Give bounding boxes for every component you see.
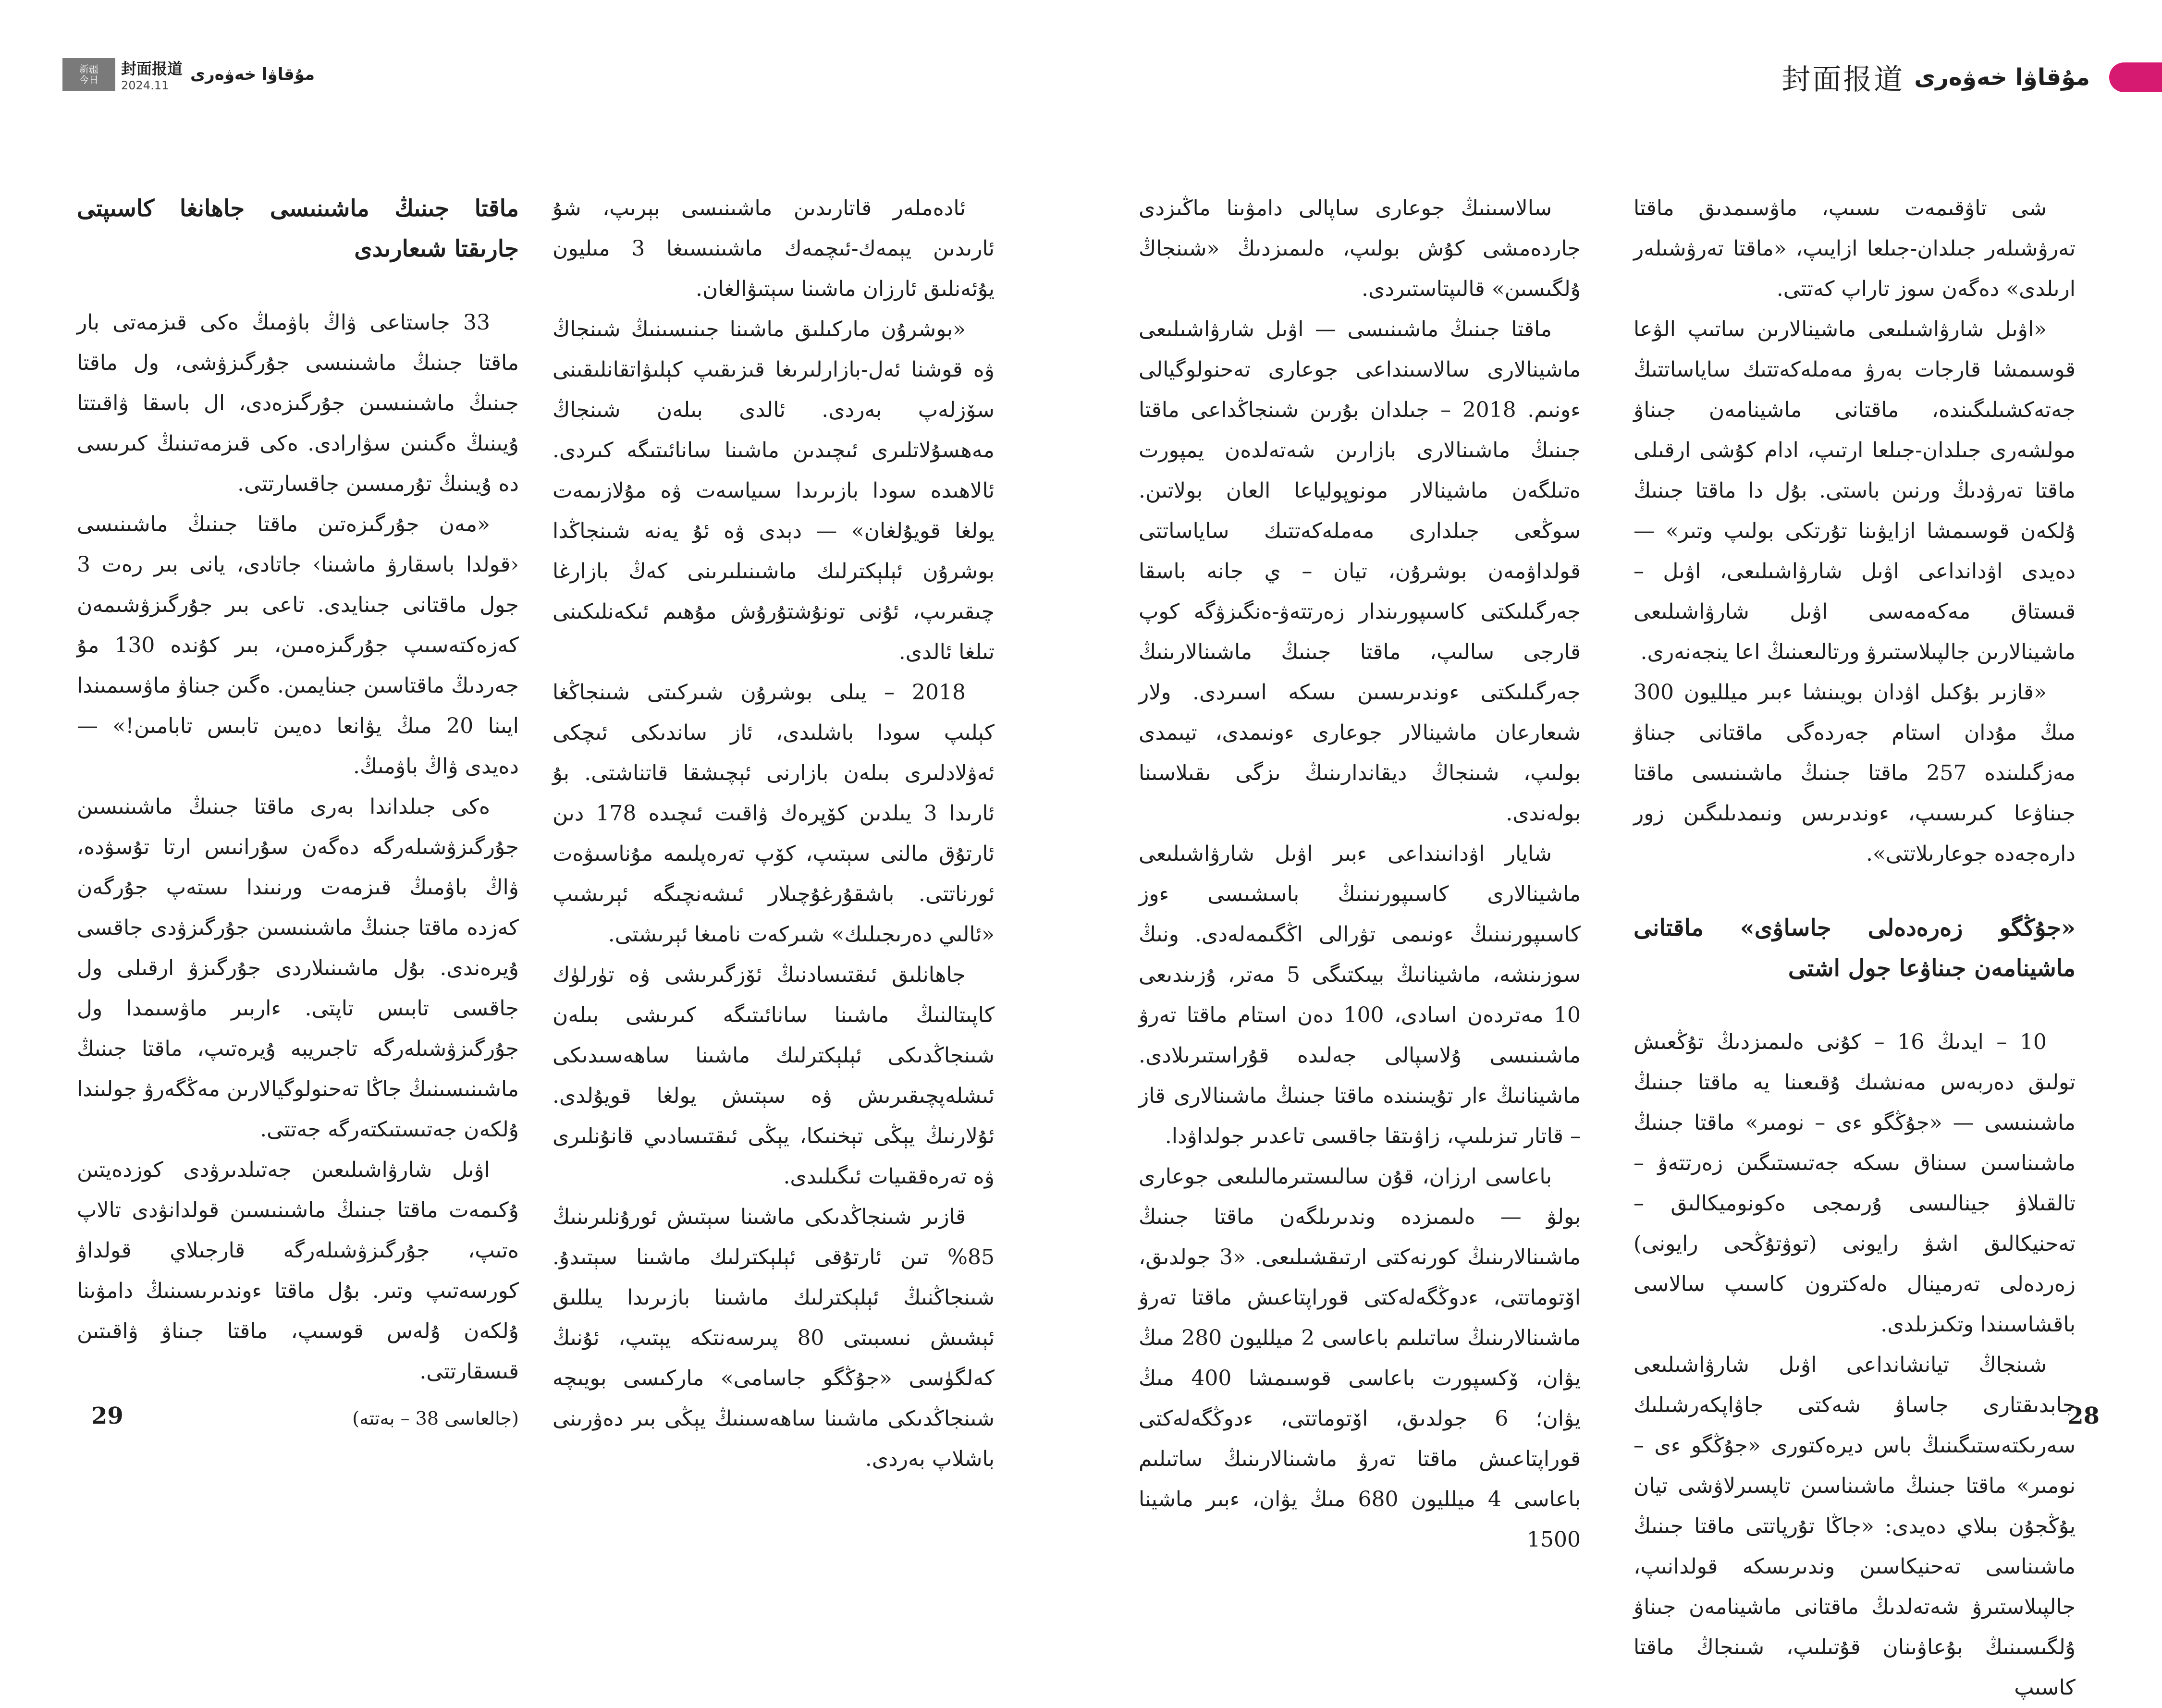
section-heading: ماقتا جىنىڭ ماشىنىسى جاھانغا كاسىپتى جارىقتا شىعارىدى <box>77 195 519 262</box>
magazine-name: 封面报道 <box>121 60 183 78</box>
right-page <box>1081 0 2162 1700</box>
right-column-2 <box>1634 188 2076 1700</box>
magazine-badge <box>62 58 115 91</box>
paragraph: ئادەملەر قاتارىدىن ماشىنىسى بېرىپ، شۇ ئارىدىن يېمەك-ئىچمەك ماشىنىسىغا 3 مىليون يۇئەنلىق ئارزان ماشىنا سېتىۋالغان. <box>553 196 995 301</box>
left-column-1 <box>553 188 995 1471</box>
paragraph: «اۋىل شارۋاشىلىعى ماشينالارىن ساتىپ الۋعا قوسىمشا قارجات بەرۋ مەملەكەتتىك ساياساتتىڭ جەتەكشىلىگىندە، ماقتانى ماشينامەن جىناۋ مولشەرى جىلدان-جىلعا ارتىپ، ادام كۇشى ارقىلى ماقتا تەرۋدىڭ ورنىن باستى. بۇل دا ماقتا جىنىڭ ۇلكەن قوسىمشا ازايۋىنا تۇرتكى بولىپ وتىر» — دەيدى اۋدانداعى اۋىل شارۋاشىلىعى، اۋىل – قىستاق مەكەمەسى اۋىل شارۋاشىلىعى ماشينالارىن جالپىلاستىرۋ ورتالىعىنىڭ اعا ينجەنەرى. <box>1634 317 2076 664</box>
paragraph: ماقتا جىنىڭ ماشىنىسى — اۋىل شارۋاشىلىعى ماشينالارى سالاسىنداعى جوعارى تەحنولوگيالى ءونىم. 2018 – جىلدان بۇرىن شىنجاڭداعى ماقتا جىنىڭ ماشىنالارى بازارىن شەتەلدەن يمپورت ەتىلگەن ماشينالار مونوپولياعا العان بولاتىن. سوڭعى جىلدارى مەملەكەتتىك ساياساتتى قولداۋمەن بوشرۇن، تيان – ي جانە باسقا جەرگىلىكتى كاسىپورىندار زەرتتەۋ-ەنگىزۋگە كوپ قارجى سالىپ، ماقتا جىنىڭ ماشىنالارىنىڭ جەرگىلىكتى ءوندىرىسىن ىسكە اسىردى. ولار شىعارعان ماشينالار جوعارى ءونىمدى، تيىمدى بولىپ، شىنجاڭ ديقاندارىنىڭ ىزگى ىقىلاسىنا بولەندى. <box>1139 317 1581 826</box>
paragraph: 33 جاستاعى ۋاڭ باۋمىڭ ەكى قىزمەتى بار ماقتا جىنىڭ ماشىنىسى جۇرگىزۋشى، ول ماقتا جىنىڭ ماشىنىسىن جۇرگىزەدى، ال باسقا ۋاقىتتا ۇيىنىڭ ەگىنىن سۋارادى. ەكى قىزمەتىنىڭ كىرىسى دە ۇيىنىڭ تۇرمىسىن جاقسارتتى. <box>77 310 519 496</box>
paragraph: قازىر شىنجاڭدىكى ماشىنا سېتىش ئورۇنلىرىنىڭ 85% تىن ئارتۇقى ئېلېكترلىك ماشىنا سېتىدۇ. شىنجاڭنىڭ ئېلېكترلىك ماشىنا بازىرىدا يىللىق ئېشىش نىسبىتى 80 پىرسەنتكە يېتىپ، ئۇنىڭ كەلگۈسى «جۇڭگو جاسامى» ماركىسى بويىچە شىنجاڭدىكى ماشىنا ساھەسىنىڭ يېڭى بىر دەۋرىنى باشلاپ بەردى. <box>553 1205 995 1471</box>
paragraph: شىنجاڭ تيانشانداعى اۋىل شارۋاشىلىعى جابدىقتارى جاساۋ شەكتى جاۋاپكەرشىلىك سەرىكتەستىگىنىڭ باس ديرەكتورى «جۇڭگو ءى – نومىر» ماقتا جىنىڭ ماشىناسىن تاپسىرلاۋشى تيان يۇڭجۇن بىلاي دەيدى: «جاڭا تۇرپاتتى ماقتا جىنىڭ ماشىناسى تەحنيكاسىن وندىرىسكە قولدانىپ، جالپىلاستىرۋ شەتەلدىڭ ماقتانى ماشينامەن جىناۋ ۇلگىسىنىڭ بۇعاۋىنان قۇتىلىپ، شىنجاڭ ماقتا كاسىپ <box>1634 1353 2076 1700</box>
left-header <box>62 57 315 92</box>
paragraph: «قازىر بۇكىل اۋدان بويىنشا ءبىر ميلليون 300 مىڭ مۇدان استام جەردەگى ماقتانى جىناۋ مەزگىلىندە 257 ماقتا جىنىڭ ماشىنىسى ماقتا جىناۋعا كىرىسىپ، ءوندىرىس ونىمدىلىگىن زور دارەجەدە جوعارىلاتتى». <box>1634 680 2076 866</box>
brand-title: 封面报道 <box>1781 63 1905 97</box>
paragraph: سالاسىنىڭ جوعارى ساپالى دامۋىنا ماڭىزدى جاردەمشى كۇش بولىپ، ەلىمىزدىڭ «شىنجاڭ ۇلگىسىن» قالىپتاستىردى. <box>1139 196 1581 301</box>
page-number-right: 28 <box>2067 1403 2100 1429</box>
section-tab-marker <box>2109 62 2162 92</box>
paragraph: جاھانلىق ئىقتىسادنىڭ ئۆزگىرىشى ۋە تۈرلۈك كاپىتالنىڭ ماشىنا سانائىتىگە كىرىشى بىلەن شىنجاڭدىكى ئېلېكترلىك ماشىنا ساھەسىدىكى ئىشلەپچىقىرىش ۋە سېتىش يولغا قويۇلدى. ئۇلارنىڭ يېڭى تېخنىكا، يېڭى ئىقتىسادىي قانۇنلىرى ۋە تەرەققىيات ئىگىلىدى. <box>553 963 995 1189</box>
page-number-left: 29 <box>91 1403 123 1429</box>
paragraph: «بوشرۇن ماركىلىق ماشىنا جىنىسىنىڭ شىنجاڭ ۋە قوشنا ئەل-بازارلىرىغا قىزىقىپ كېلىۋاتقانلىقىنى سۆزلەپ بەردى. ئالدى بىلەن شىنجاڭ مەھسۇلاتلىرى ئىچىدىن ماشىنا سانائىتىگە كىردى. ئالاھىدە سودا بازىرىدا سىياسەت ۋە مۇلازىمەت يولغا قويۇلغان» — دېدى ۋە ئۇ يەنە شىنجاڭدا بوشرۇن ئېلېكترلىك ماشىنىلىرىنى كەڭ بازارغا چىقىرىپ، ئۇنى تونۇشتۇرۇش مۇھىم ئىكەنلىكىنى تىلغا ئالدى. <box>553 317 995 664</box>
continued-note: (جالعاسى 38 – بەتتە) <box>352 1408 519 1429</box>
paragraph: باعاسى ارزان، قۇن سالىستىرمالىلىعى جوعارى بولۋ — ەلىمىزدە وندىرىلگەن ماقتا جىنىڭ ماشىنالارىنىڭ كورنەكتى ارتىقشىلىعى. «3 جولدىق، اۆتوماتتى، ءدوڭگەلەكتى قوراپتاعىش ماقتا تەرۋ ماشىنالارىنىڭ ساتىلىم باعاسى 2 ميلليون 280 مىڭ يۋان، ۆكسپورت باعاسى قوسىمشا 400 مىڭ يۋان؛ 6 جولدىق، اۆتوماتتى، ءدوڭگەلەكتى قوراپتاعىش ماقتا تەرۋ ماشىنالارىنىڭ ساتىلىم باعاسى 4 ميلليون 680 مىڭ يۋان، ءبىر ماشينا 1500 <box>1139 1164 1581 1552</box>
paragraph: 2018 – يىلى بوشرۇن شىركىتى شىنجاڭغا كېلىپ سودا باشلىدى، ئاز ساندىكى ئىچكى ئەۋلادلىرى بىلەن بازارنى ئېچىشقا قاتناشتى. بۇ ئارىدا 3 يىلدىن كۆپرەك ۋاقىت ئىچىدە 178 دىن ئارتۇق مالنى سېتىپ، كۆپ تەرەپلىمە مۇناسىۋەت ئورناتتى. باشقۇرغۇچىلار ئىشەنچىگە ئېرىشىپ «ئالىي دەرىجىلىك» شىركەت نامىغا ئېرىشتى. <box>553 680 995 947</box>
paragraph: شى تاۋقىمەت ىسىپ، ماۋسىمدىق ماقتا تەرۋشىلەر جىلدان-جىلعا ازايىپ، «ماقتا تەرۋشىلەر ارىلدى» دەگەن سوز تاراپ كەتتى. <box>1634 196 2076 301</box>
right-header <box>1781 57 2162 98</box>
badge-line2: 今日 <box>79 74 98 85</box>
paragraph: اۋىل شارۋاشىلىعىن جەتىلدىرۋدى كوزدەيتىن ۇكىمەت ماقتا جىنىڭ ماشىنىسىن قولدانۋدى تالاپ ەتىپ، جۇرگىزۋشىلەرگە قارجىلاي قولداۋ كورسەتىپ وتىر. بۇل ماقتا ءوندىرىسىنىڭ دامۋىنا ۇلكەن ۇلەس قوسىپ، ماقتا جىناۋ ۋاقىتىن قىسقارتتى. <box>77 1158 519 1384</box>
section-title: مۇقاۋا خەۋەرى <box>1914 64 2090 91</box>
paragraph: ەكى جىلداندا بەرى ماقتا جىنىڭ ماشىنىسىن جۇرگىزۋشىلەرگە دەگەن سۇرانىس ارتا تۇسۋدە، ۋاڭ باۋمىڭ قىزمەت ورنىندا ىستەپ جۇرگەن كەزدە ماقتا جىنىڭ ماشىنىسىن جۇرگىزۋدى جاقسى ۇيرەندى. بۇل ماشىنىلاردى جۇرگىزۋ ارقىلى ول جاقسى تابىس تاپتى. ءاربىر ماۋسىمدا ول جۇرگىزۋشىلەرگە تاجىريبە ۇيرەتىپ، ماقتا جىنىڭ ماشىنىسىنىڭ جاڭا تەحنولوگيالارىن مەڭگەرۋ جولىندا ۇلكەن جەتىستىكتەرگە جەتتى. <box>77 794 519 1142</box>
magazine-info <box>121 57 183 92</box>
paragraph: 10 – ايدىڭ 16 – كۇنى ەلىمىزدىڭ تۇڭعىش تولىق دەربەس مەنشىك ۇقىعىنا يە ماقتا جىنىڭ ماشىنىسى — «جۇڭگو ءى – نومىر» ماقتا جىنىڭ ماشىناسىن سىناق ىسكە جەتىستىگىن زەرتتەۋ – تالقىلاۋ جينالىسى ۇرىمجى ەكونوميكالىق – تەحنيكالىق اشۋ رايونى (توۋتۇڭحى رايونى) زەردەلى تەرمينال ەلەكترون كاسىپ سالاسى باقشاسىندا وتكىزىلدى. <box>1634 1030 2076 1337</box>
badge-line1: 新疆 <box>79 63 98 75</box>
right-column-1 <box>1139 188 1581 1552</box>
left-page <box>0 0 1081 1476</box>
section-heading: «جۇڭگو زەرەدەلى جاساۋى» ماقتانى ماشينامەن جىناۋعا جول اشتى <box>1634 915 2076 982</box>
issue-date: 2024.11 <box>121 79 169 92</box>
paragraph: شايار اۋدانىنداعى ءبىر اۋىل شارۋاشىلىعى ماشينالارى كاسىپورنىنىڭ باسشىسى ءوز كاسىپورنىنىڭ ءونىمى تۋرالى اڭگىمەلەدى. ونىڭ سوزىنشە، ماشينانىڭ بيىكتىگى 5 مەتر، ۇزىندىعى 10 مەتردەن اسادى، 100 دەن استام ماقتا تەرۋ ماشىنىسى ۇلاسپالى جەلىدە قۇراستىرىلادى. ماشينانىڭ ءار تۇيىنىندە ماقتا جىنىڭ ماشىنالارى قاز – قاتار تىزىلىپ، زاۋىتقا جاقسى تاعدىر جولداۋدا. <box>1139 842 1581 1148</box>
section-title: مۇقاۋا خەۋەرى <box>190 65 315 84</box>
paragraph: «مەن جۇرگىزەتىن ماقتا جىنىڭ ماشىنىسى ‹قولدا باسقارۋ ماشىنا› جاتادى، يانى بىر رەت 3 جول ماقتانى جىنايدى. تاعى بىر جۇرگىزۋشىمەن كەزەكتەسىپ جۇرگىزەمىن، بىر كۇندە 130 مۇ جەردىڭ ماقتاسىن جىنايمىن. ەگىن جىناۋ ماۋسىمىندا ايىنا 20 مىڭ يۋانعا دەيىن تابىس تابامىن!» — دەيدى ۋاڭ باۋمىڭ. <box>77 512 519 779</box>
